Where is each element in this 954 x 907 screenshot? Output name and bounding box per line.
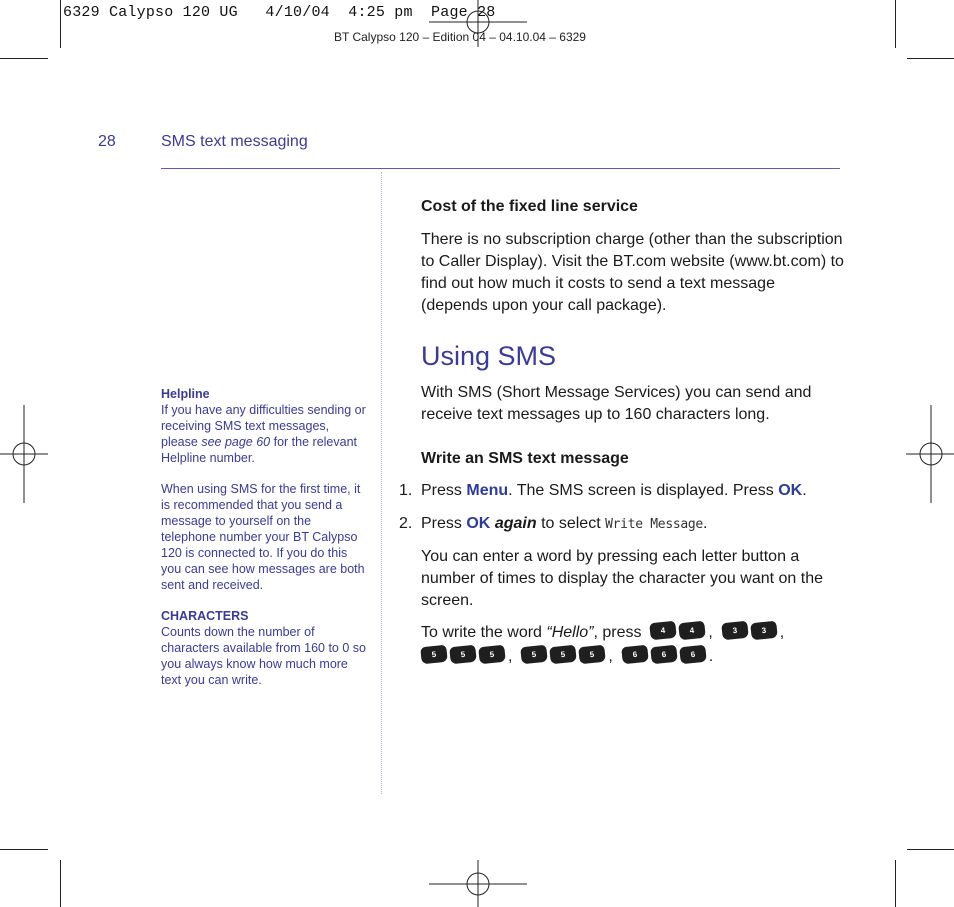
helpline-page-ref: see page 60 xyxy=(201,435,271,449)
section-title: SMS text messaging xyxy=(161,133,308,150)
helpline-text: If you have any difficulties sending or receiving SMS text messages, please see page 60 for the relevant Helpline number. xyxy=(161,403,366,465)
helpline-note xyxy=(161,386,366,466)
crop-mark xyxy=(895,860,896,907)
key-4-icon: 4 xyxy=(650,621,678,641)
page-heading: Using SMS xyxy=(421,341,557,371)
step-number: 2. xyxy=(399,515,413,532)
registration-mark-left xyxy=(0,405,48,503)
key-5-icon: 5 xyxy=(478,645,506,665)
key-5-icon: 5 xyxy=(420,645,448,665)
cost-paragraph: There is no subscription charge (other than the subscription to Caller Display). Visit the BT.com website (www.bt.com) to find out how much it costs to send a text message (depends upon your call package). xyxy=(421,231,844,314)
header-rule xyxy=(161,168,840,169)
step-number: 1. xyxy=(399,482,413,499)
crop-mark xyxy=(907,58,954,59)
page-number: 28 xyxy=(98,133,116,150)
crop-mark xyxy=(907,849,954,850)
slug-line: 6329 Calypso 120 UG 4/10/04 4:25 pm Page 28 xyxy=(63,4,496,21)
crop-mark xyxy=(60,860,61,907)
example-line-1: To write the word “Hello”, press 4 4 , 3 3 , xyxy=(421,622,851,644)
helpline-title: Helpline xyxy=(161,387,210,401)
crop-mark xyxy=(60,0,61,48)
characters-title: CHARACTERS xyxy=(161,609,249,623)
characters-text: Counts down the number of characters available from 160 to 0 so you always know how much more text you can write. xyxy=(161,625,366,687)
crop-mark xyxy=(0,58,48,59)
key-6-icon: 6 xyxy=(650,645,678,665)
registration-mark-bottom xyxy=(429,860,527,907)
characters-note xyxy=(161,608,366,688)
key-3-icon: 3 xyxy=(750,621,778,641)
step-2: 2. Press OK again to select Write Message. xyxy=(421,513,846,536)
ok-key-label: OK xyxy=(466,515,491,532)
enter-paragraph: You can enter a word by pressing each letter button a number of times to display the character you want on the screen. xyxy=(421,548,823,609)
registration-mark-right xyxy=(906,405,954,503)
example-line-2: 5 5 5 , 5 5 5 , 6 6 6 . xyxy=(421,646,851,668)
intro-paragraph: With SMS (Short Message Services) you can send and receive text messages up to 160 characters long. xyxy=(421,384,812,423)
cost-heading: Cost of the fixed line service xyxy=(421,198,638,215)
edition-line: BT Calypso 120 – Edition 04 – 04.10.04 – 6329 xyxy=(334,30,586,44)
step-1: 1. Press Menu. The SMS screen is displayed. Press OK. xyxy=(421,480,846,502)
crop-mark xyxy=(0,849,48,850)
key-5-icon: 5 xyxy=(550,645,578,665)
first-time-note: When using SMS for the first time, it is recommended that you send a message to yourself on the telephone number your BT Calypso 120 is connected to. If you do this you can see how messages are both sent and received. xyxy=(161,482,365,592)
write-heading: Write an SMS text message xyxy=(421,450,629,467)
registration-mark-top xyxy=(429,0,527,48)
screen-text: Write Message xyxy=(605,517,703,532)
key-6-icon: 6 xyxy=(679,645,707,665)
menu-key-label: Menu xyxy=(466,482,509,499)
key-4-icon: 4 xyxy=(679,621,707,641)
column-divider xyxy=(381,172,382,794)
key-3-icon: 3 xyxy=(721,621,749,641)
crop-mark xyxy=(895,0,896,48)
key-6-icon: 6 xyxy=(621,645,649,665)
example-word: “Hello” xyxy=(546,624,594,641)
key-5-icon: 5 xyxy=(449,645,477,665)
again-emphasis: again xyxy=(494,515,537,532)
ok-key-label: OK xyxy=(778,482,803,499)
key-5-icon: 5 xyxy=(579,645,607,665)
key-5-icon: 5 xyxy=(521,645,549,665)
